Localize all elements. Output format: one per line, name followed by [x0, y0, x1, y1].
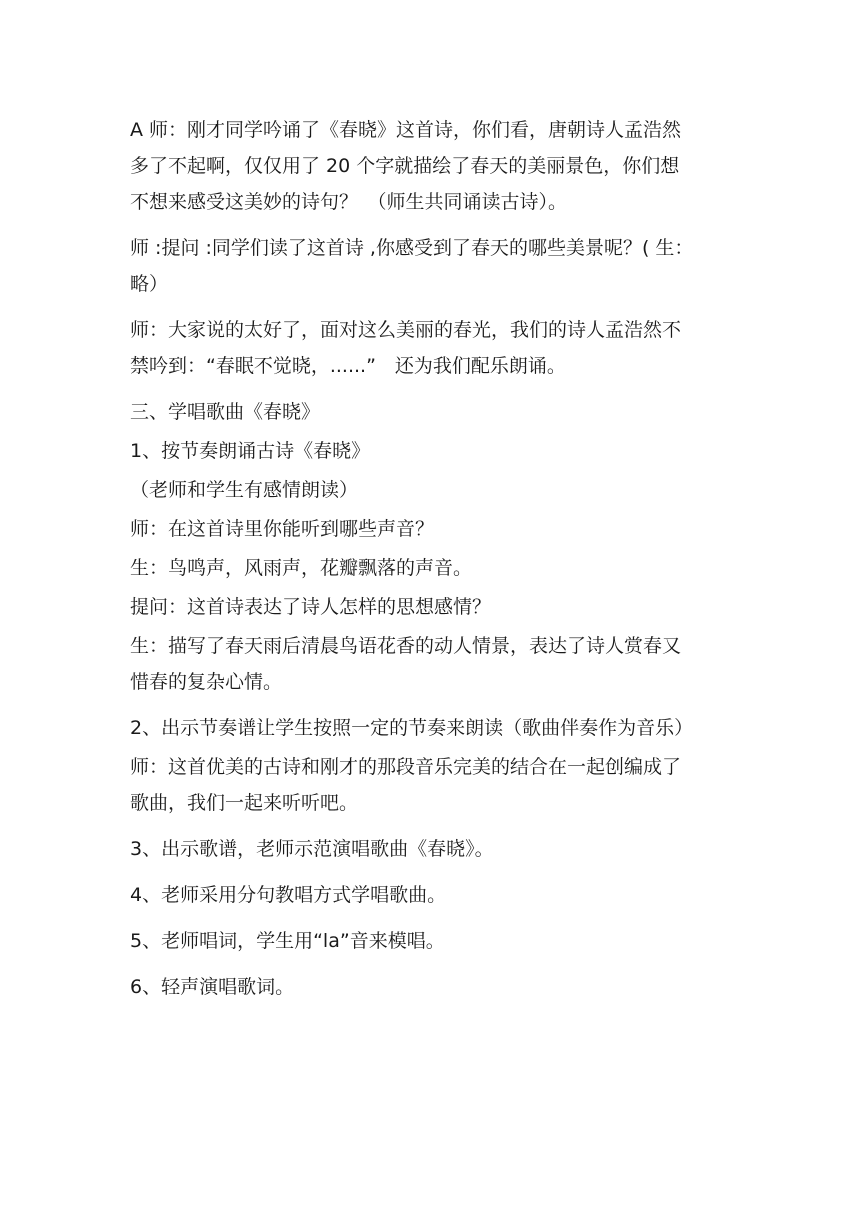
text-line: 多了不起啊，仅仅用了 20 个字就描绘了春天的美丽景色，你们想	[130, 155, 680, 177]
paragraph	[130, 969, 750, 1005]
text-line: 师：这首优美的古诗和刚才的那段音乐完美的结合在一起创编成了	[130, 756, 682, 778]
paragraph	[130, 923, 750, 959]
section-heading	[130, 394, 750, 430]
text-line: 歌曲，我们一起来听听吧。	[130, 792, 359, 814]
text-line: 禁吟到：“春眠不觉晓，......” 还为我们配乐朗诵。	[130, 355, 566, 377]
paragraph	[130, 511, 750, 547]
paragraph	[130, 230, 750, 302]
paragraph	[130, 628, 750, 700]
text-line: 师 :提问 :同学们读了这首诗 ,你感受到了春天的哪些美景呢？( 生：	[130, 237, 694, 259]
text-line: （老师和学生有感情朗读）	[130, 479, 359, 501]
text-line: 3、出示歌谱，老师示范演唱歌曲《春晓》。	[130, 838, 494, 860]
paragraph	[130, 877, 750, 913]
text-line: 略）	[130, 273, 169, 295]
text-line: 生：描写了春天雨后清晨鸟语花香的动人情景，表达了诗人赏春又	[130, 635, 682, 657]
text-line: A 师：刚才同学吟诵了《春晓》这首诗，你们看，唐朝诗人孟浩然	[130, 119, 682, 141]
text-line: 不想来感受这美妙的诗句？ （师生共同诵读古诗）。	[130, 191, 568, 213]
text-line: 6、轻声演唱歌词。	[130, 976, 295, 998]
text-line: 5、老师唱词，学生用“la”音来模唱。	[130, 930, 445, 952]
text-line: 4、老师采用分句教唱方式学唱歌曲。	[130, 884, 447, 906]
paragraph	[130, 112, 750, 220]
paragraph	[130, 433, 750, 469]
text-line: 提问：这首诗表达了诗人怎样的思想感情？	[130, 596, 492, 618]
document-body	[130, 112, 750, 1005]
paragraph	[130, 312, 750, 384]
paragraph	[130, 472, 750, 508]
paragraph	[130, 589, 750, 625]
text-line: 师：大家说的太好了，面对这么美丽的春光，我们的诗人孟浩然不	[130, 319, 682, 341]
text-line: 1、按节奏朗诵古诗《春晓》	[130, 440, 371, 462]
paragraph	[130, 550, 750, 586]
paragraph	[130, 749, 750, 821]
text-line: 2、出示节奏谱让学生按照一定的节奏来朗读（歌曲伴奏作为音乐）	[130, 717, 694, 739]
text-line: 惜春的复杂心情。	[130, 671, 283, 693]
text-line: 师：在这首诗里你能听到哪些声音？	[130, 518, 435, 540]
text-line: 生：鸟鸣声，风雨声，花瓣飘落的声音。	[130, 557, 473, 579]
paragraph	[130, 710, 750, 746]
paragraph	[130, 831, 750, 867]
text-line: 三、学唱歌曲《春晓》	[130, 401, 321, 423]
